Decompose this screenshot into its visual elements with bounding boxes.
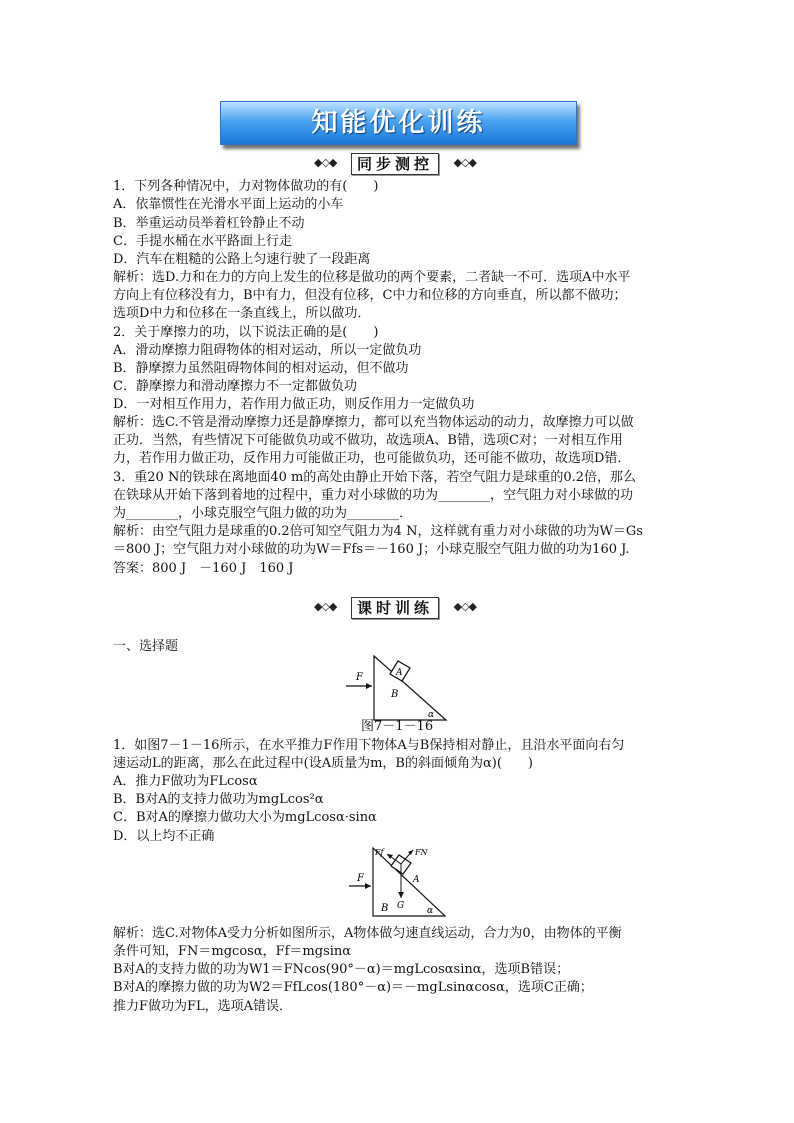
q4-stem: 1．如图7－1－16所示，在水平推力F作用下物体A与B保持相对静止，且沿水平面向右匀 [113,738,625,753]
q4-explanation: 解析：选C.对物体A受力分析如图所示，A物体做匀速直线运动，合力为0，由物体的平衡 [113,926,622,941]
q2-option-b: B．静摩擦力虽然阻碍物体间的相对运动，但不做功 [113,361,409,376]
q1-explanation: 解析：选D.力和在力的方向上发生的位移是做功的两个要素，二者缺一不可．选项A中水平 [113,270,631,285]
q3-answer: 答案：800 J －160 J 160 J [113,561,294,576]
q3-explanation: ＝800 J；空气阻力对小球做的功为W＝Ffs＝－160 J；小球克服空气阻力做的功为160 J. [113,542,630,557]
q3-stem: 为________，小球克服空气阻力做的功为________． [113,506,413,521]
q4-option-a: A．推力F做功为FLcosα [113,774,258,789]
label-fn: FN [415,848,428,857]
q2-explanation: 正功．当然，有些情况下可能做负功或不做功，故选项A、B错，选项C对；一对相互作用 [113,433,623,448]
q2-explanation: 解析：选C.不管是滑动摩擦力还是静摩擦力，都可以充当物体运动的动力，故摩擦力可以做 [113,415,634,430]
label-a: A [413,875,420,885]
q1-option-a: A．依靠惯性在光滑水平面上运动的小车 [113,197,344,212]
section-title: 课时训练 [351,597,439,619]
q3-stem: 在铁球从开始下落到着地的过程中，重力对小球做的功为________，空气阻力对小球做的功 [113,488,634,503]
label-alpha: α [428,710,435,720]
arrowhead [365,883,371,889]
q2-explanation: 力，若作用力做正功，反作用力可能做正功，也可能做负功，还可能不做功，故选项D错． [113,451,631,466]
q1-option-d: D．汽车在粗糙的公路上匀速行驶了一段距离 [113,252,371,267]
label-b: B [391,689,399,700]
part-heading: 一、选择题 [113,639,179,654]
diamond-ornament-left: ◆◇◆ [314,156,337,169]
q4-option-b: B．B对A的支持力做功为mgLcos²α [113,792,324,807]
q4-option-d: D．以上均不正确 [113,829,215,844]
label-g: G [397,901,405,911]
arrowhead [366,683,372,689]
label-f: F [356,672,363,683]
label-ff: Ff [375,848,384,857]
q1-option-c: C．手提水桶在水平路面上行走 [113,234,292,249]
banner-title: 知能优化训练 [220,101,577,145]
diamond-ornament-right: ◆◇◆ [453,156,476,169]
q4-option-c: C．B对A的摩擦力做功大小为mgLcosα·sinα [113,810,377,825]
q4-explanation: B对A的支持力做的功为W1＝FNcos(90°－α)＝mgLcosαsinα，选项B错误； [113,962,570,977]
force-diagram [345,844,455,920]
q2-option-c: C．静摩擦力和滑动摩擦力不一定都做负功 [113,379,357,394]
diamond-ornament-right: ◆◇◆ [453,600,476,613]
section-header-sync [300,153,490,175]
q4-explanation: 推力F做功为FL，选项A错误． [113,999,293,1014]
figure-caption: 图7－1－16 [361,719,434,734]
q2-option-d: D．一对相互作用力，若作用力做正功，则反作用力一定做负功 [113,397,475,412]
diamond-ornament-left: ◆◇◆ [314,600,337,613]
q4-stem: 速运动L的距离，那么在此过程中(设A质量为m，B的斜面倾角为α)( ) [113,756,533,771]
q1-option-b: B．举重运动员举着杠铃静止不动 [113,216,305,231]
label-f: F [357,873,364,884]
q4-explanation: B对A的摩擦力做的功为W2＝FfLcos(180°－α)＝－mgLsinαcosα，选项C正确； [113,980,593,995]
q4-explanation: 条件可知，FN＝mgcosα，Ff＝mgsinα [113,944,352,959]
arrowhead [398,892,404,898]
label-alpha: α [427,906,434,916]
q2-stem: 2．关于摩擦力的功，以下说法正确的是( ) [113,325,379,340]
q1-stem: 1．下列各种情况中，力对物体做功的有( ) [113,179,379,194]
q1-explanation: 选项D中力和位移在一条直线上，所以做功． [113,306,371,321]
label-b: B [381,903,389,914]
section-title: 同步测控 [351,153,439,175]
q3-stem: 3．重20 N的铁球在离地面40 m的高处由静止开始下落，若空气阻力是球重的0.2倍，那么 [113,470,636,485]
q2-option-a: A．滑动摩擦力阻碍物体的相对运动，所以一定做负功 [113,343,422,358]
section-header-course [300,597,490,619]
q3-explanation: 解析：由空气阻力是球重的0.2倍可知空气阻力为4 N，这样就有重力对小球做的功为W＝Gs [113,524,643,539]
figure-7-1-16 [340,652,460,724]
wedge-b [374,656,446,720]
label-a: A [396,668,403,678]
q1-explanation: 方向上有位移没有力，B中有力，但没有位移，C中力和位移的方向垂直，所以都不做功； [113,288,627,303]
